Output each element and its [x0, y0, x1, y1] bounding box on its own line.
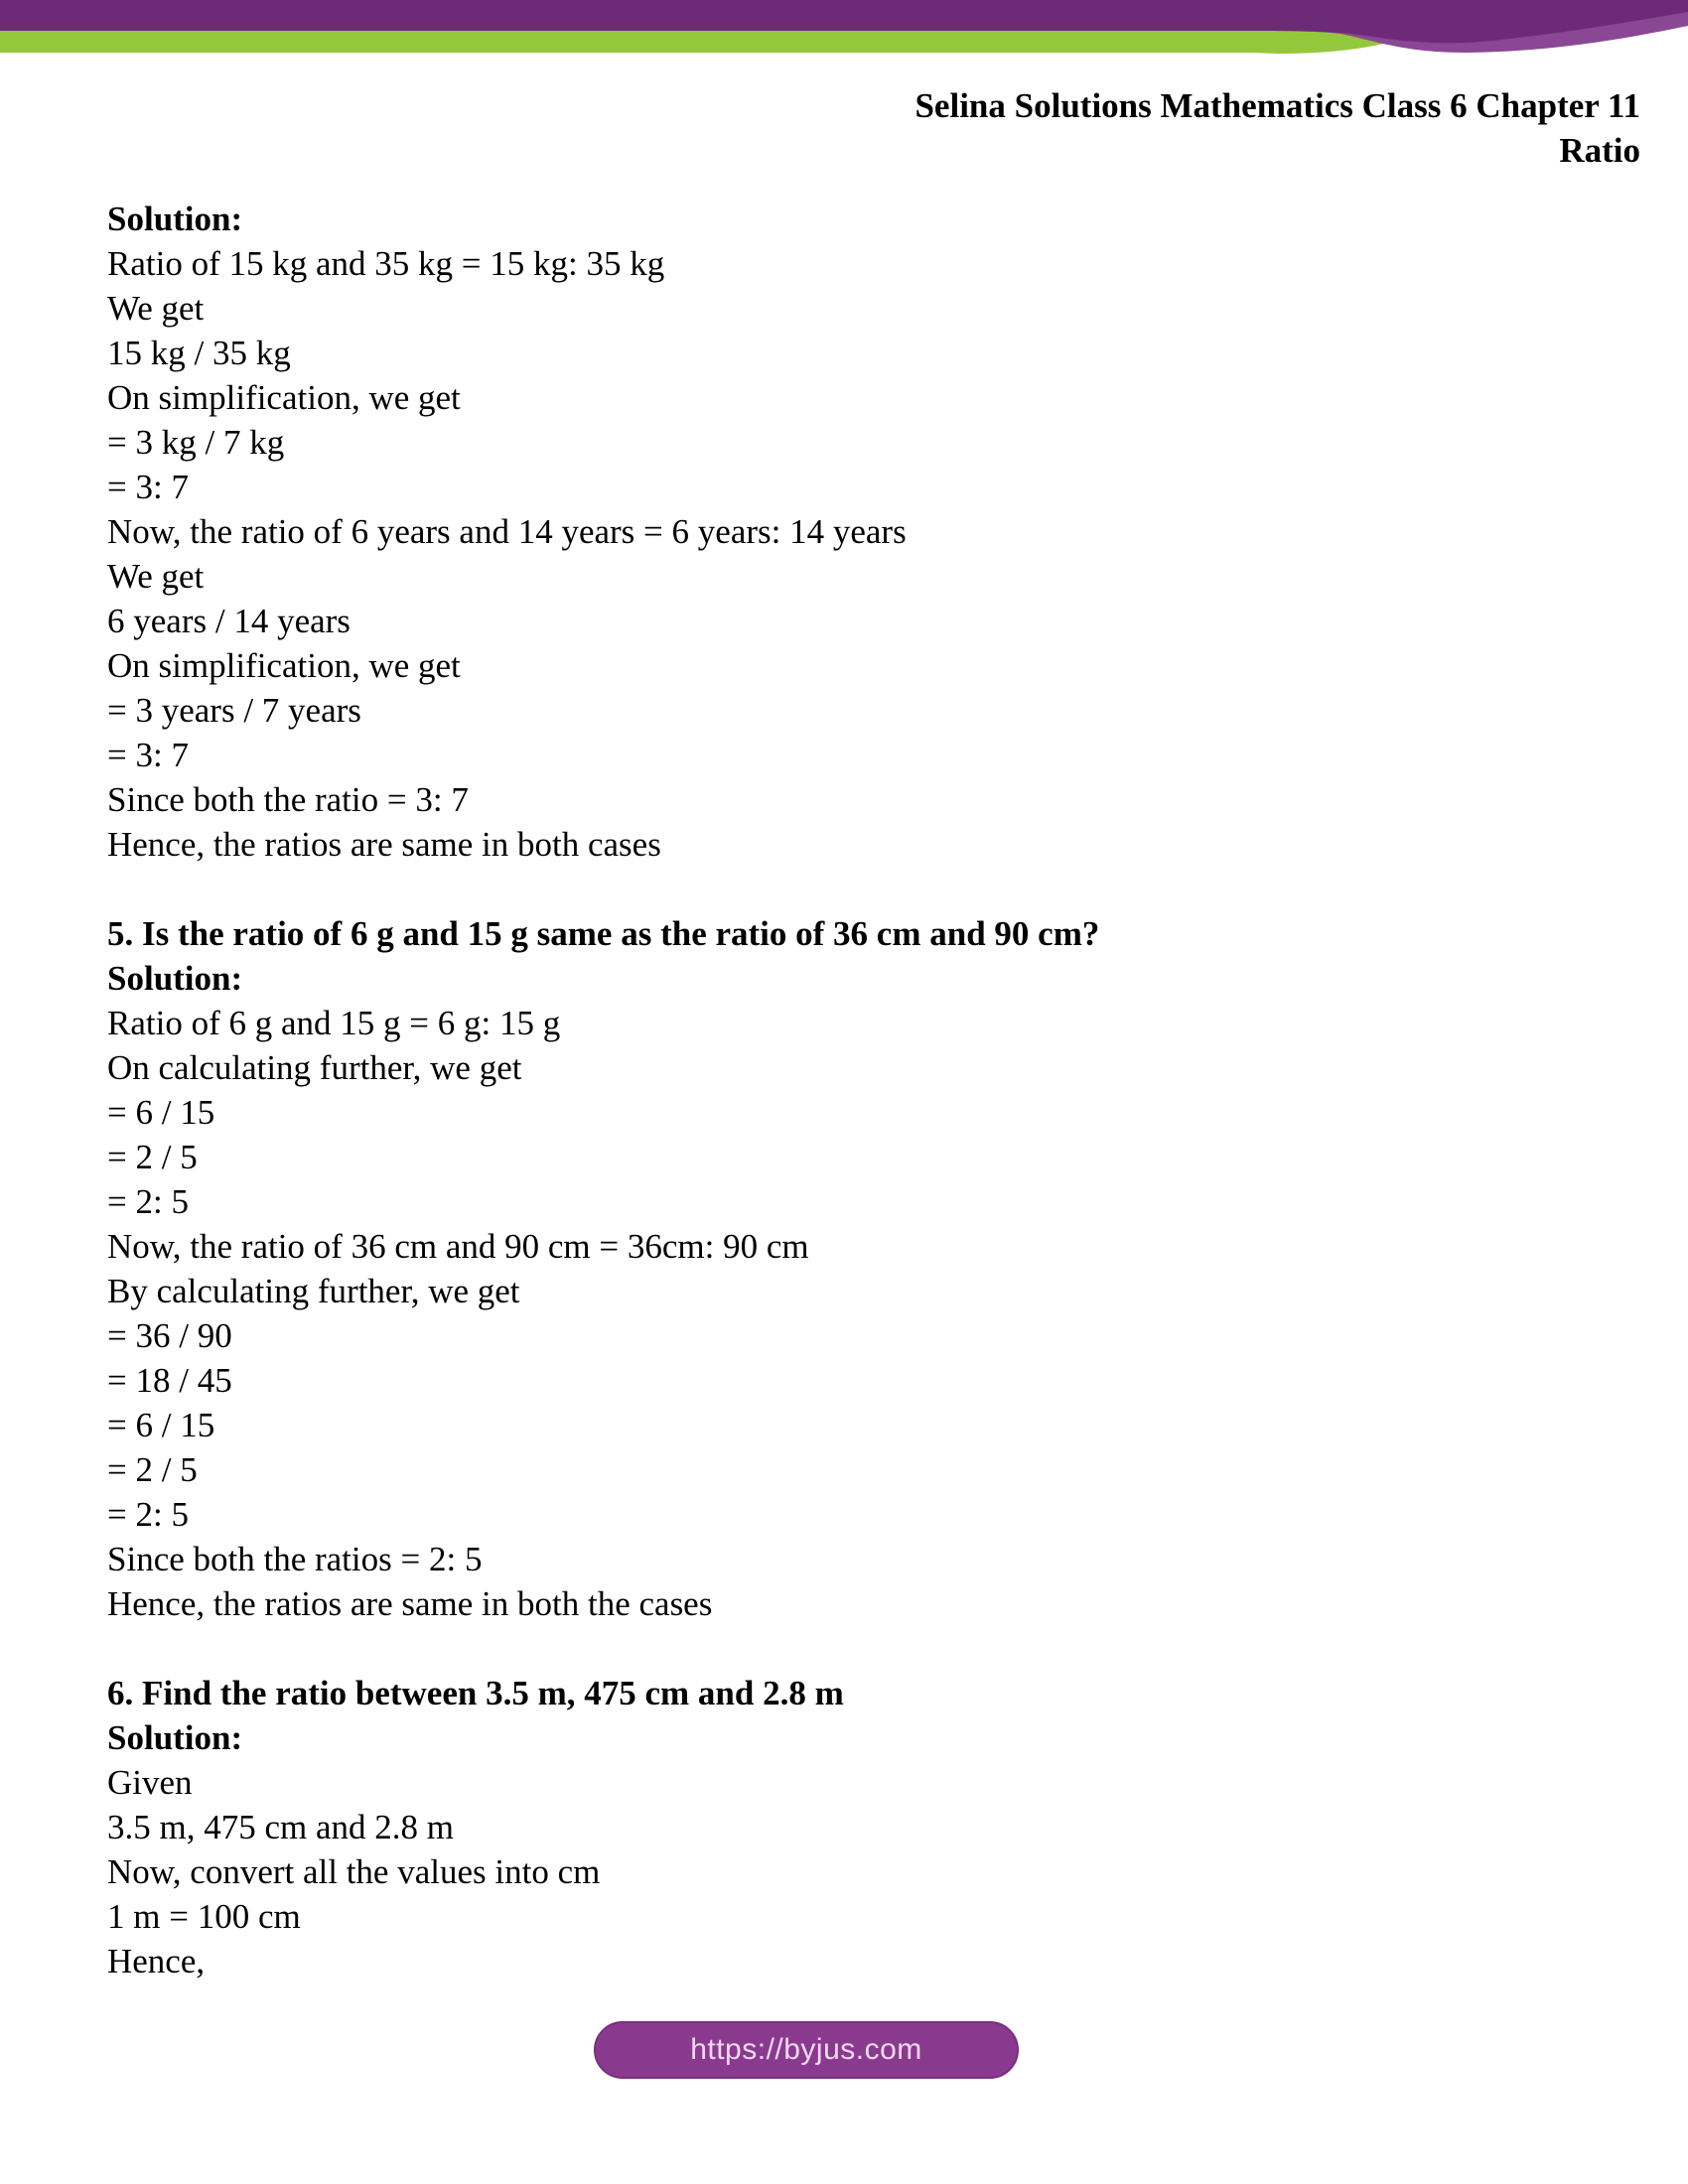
text-line: Since both the ratio = 3: 7 [107, 780, 469, 819]
text-line: Ratio of 15 kg and 35 kg = 15 kg: 35 kg [107, 244, 665, 283]
text-line: 1 m = 100 cm [107, 1897, 301, 1936]
text-line: Hence, [107, 1942, 206, 1980]
text-line: Ratio of 6 g and 15 g = 6 g: 15 g [107, 1004, 561, 1042]
text-line: On simplification, we get [107, 378, 461, 417]
text-line: = 3 kg / 7 kg [107, 423, 285, 462]
text-line: = 3: 7 [107, 736, 189, 774]
text-line: Now, convert all the values into cm [107, 1852, 601, 1891]
text-line: By calculating further, we get [107, 1272, 520, 1310]
text-line: On calculating further, we get [107, 1048, 522, 1087]
text-line: We get [107, 289, 205, 328]
text-line: = 2 / 5 [107, 1138, 198, 1176]
text-line: Since both the ratios = 2: 5 [107, 1540, 483, 1578]
text-line: = 3 years / 7 years [107, 691, 361, 730]
text-line: Given [107, 1763, 193, 1802]
text-line: Solution: [107, 1718, 243, 1757]
text-line: 6. Find the ratio between 3.5 m, 475 cm and 2.8 m [107, 1674, 844, 1712]
text-line: Hence, the ratios are same in both cases [107, 825, 661, 864]
text-line: Solution: [107, 200, 243, 238]
title-line-1: Selina Solutions Mathematics Class 6 Chapter 11 [914, 86, 1640, 125]
text-line: Hence, the ratios are same in both the cases [107, 1584, 713, 1623]
text-line: Now, the ratio of 6 years and 14 years = 6 years: 14 years [107, 512, 907, 551]
header-banner [0, 0, 1688, 60]
text-line: We get [107, 557, 205, 596]
text-line: On simplification, we get [107, 646, 461, 685]
text-line: = 3: 7 [107, 468, 189, 506]
question-5-section [107, 911, 1648, 1626]
text-line: Now, the ratio of 36 cm and 90 cm = 36cm: 90 cm [107, 1227, 809, 1266]
text-line: = 18 / 45 [107, 1361, 232, 1400]
text-line: = 2: 5 [107, 1182, 189, 1221]
document-body [107, 197, 1648, 1983]
byjus-link-pill[interactable] [594, 2021, 1019, 2079]
text-line: 6 years / 14 years [107, 602, 351, 640]
text-line: = 6 / 15 [107, 1093, 215, 1132]
byjus-url-text: https://byjus.com [690, 2033, 922, 2066]
page-title [914, 83, 1640, 173]
text-line: = 6 / 15 [107, 1406, 215, 1444]
text-line: 5. Is the ratio of 6 g and 15 g same as the ratio of 36 cm and 90 cm? [107, 914, 1100, 953]
text-line: Solution: [107, 959, 243, 998]
footer [0, 2021, 1688, 2081]
text-line: = 2: 5 [107, 1495, 189, 1534]
header-green-stripe [0, 31, 1400, 54]
title-line-2: Ratio [1559, 131, 1640, 170]
text-line: = 2 / 5 [107, 1450, 198, 1489]
text-line: = 36 / 90 [107, 1316, 232, 1355]
question-6-section [107, 1671, 1648, 1983]
text-line: 3.5 m, 475 cm and 2.8 m [107, 1808, 454, 1846]
text-line: 15 kg / 35 kg [107, 334, 291, 372]
solution-4-section [107, 197, 1648, 867]
